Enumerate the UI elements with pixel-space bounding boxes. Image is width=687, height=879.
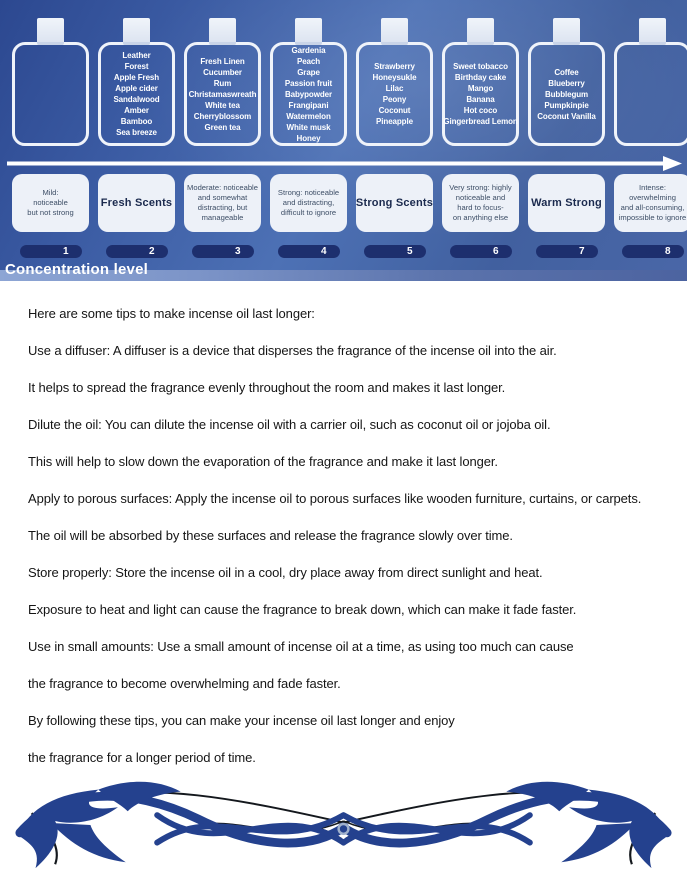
- level-card-line: Very strong: highly: [449, 183, 512, 192]
- incense-bottle: [98, 18, 175, 146]
- tip-text-line: Store properly: Store the incense oil in a cool, dry place away from direct sunlight and heat.: [28, 565, 543, 580]
- level-card: [184, 174, 261, 232]
- scent-label: Christamaswreath: [188, 89, 257, 99]
- scent-label: White musk: [286, 122, 331, 132]
- level-card-line: overwhelming: [629, 193, 676, 202]
- level-card-line: and all-consuming,: [620, 203, 685, 212]
- bottle-cap: [553, 18, 580, 45]
- tip-text-line: Apply to porous surfaces: Apply the incense oil to porous surfaces like wooden furniture, curtains, or carpets.: [28, 491, 642, 506]
- tip-text-line: Exposure to heat and light can cause the fragrance to break down, which can make it fade faster.: [28, 602, 577, 617]
- scent-label: Banana: [466, 95, 495, 104]
- scent-label: Coffee: [554, 67, 579, 77]
- pill-cell: [98, 245, 175, 258]
- tip-text-line: Here are some tips to make incense oil last longer:: [28, 306, 315, 321]
- pill-cell: [184, 245, 261, 258]
- pill-cell: [442, 245, 519, 258]
- level-card: [356, 174, 433, 232]
- pill-cell: [270, 245, 347, 258]
- bottle-cap: [381, 18, 408, 45]
- scent-label: Peach: [296, 56, 321, 66]
- bottle-cap: [467, 18, 494, 45]
- level-number-pill: 8: [622, 245, 684, 258]
- scent-label: Sea breeze: [116, 128, 157, 137]
- level-number-pill: 5: [364, 245, 426, 258]
- scent-label: Strawberry: [374, 62, 415, 71]
- tribal-divider-graphic: [8, 772, 679, 874]
- level-card-line: distracting, but: [197, 203, 248, 212]
- level-card-line: impossible to ignore: [618, 213, 687, 222]
- level-card-line: Strong: noticeable: [277, 188, 340, 197]
- scent-label: Peony: [382, 95, 407, 104]
- scent-label: Frangipani: [288, 100, 329, 110]
- pill-cell: [12, 245, 89, 258]
- bottle-body: [356, 42, 433, 146]
- incense-bottle: [356, 18, 433, 146]
- scent-label: Passion fruit: [284, 78, 333, 88]
- pill-cell: [356, 245, 433, 258]
- scent-label: Cherryblossom: [193, 111, 252, 121]
- scent-label: Babypowder: [284, 89, 332, 99]
- pill-cell: [614, 245, 687, 258]
- level-card-line: Fresh Scents: [100, 196, 173, 209]
- scent-label: Hot coco: [463, 106, 498, 115]
- tip-text-line: Use a diffuser: A diffuser is a device that disperses the fragrance of the incense oil into the air.: [28, 343, 557, 358]
- scent-label: Sweet tobacco: [453, 62, 508, 71]
- level-card: [442, 174, 519, 232]
- level-card-line: Warm Strong: [531, 196, 602, 209]
- incense-bottle: [270, 18, 347, 146]
- tip-text-line: the fragrance for a longer period of time.: [28, 750, 256, 765]
- tip-text-line: It helps to spread the fragrance evenly throughout the room and makes it last longer.: [28, 380, 506, 395]
- scent-label: Amber: [124, 106, 149, 115]
- bottle-body: [12, 42, 89, 146]
- level-card-line: Mild:: [42, 188, 59, 197]
- tip-text-line: By following these tips, you can make your incense oil last longer and enjoy: [28, 713, 455, 728]
- tip-text-line: Use in small amounts: Use a small amount of incense oil at a time, as using too much can cause: [28, 639, 574, 654]
- level-card-line: noticeable and: [455, 193, 506, 202]
- scent-label: Honey: [296, 133, 321, 143]
- bottle-cap: [639, 18, 666, 45]
- incense-bottle: [614, 18, 687, 146]
- bottle-body: [270, 42, 347, 146]
- bottle-body: [442, 42, 519, 146]
- level-card-line: Moderate: noticeable: [187, 183, 258, 192]
- level-cards-row: [0, 174, 687, 232]
- tip-text-line: Dilute the oil: You can dilute the incense oil with a carrier oil, such as coconut oil or jojoba oil.: [28, 417, 551, 432]
- scent-label: Apple Fresh: [113, 73, 160, 82]
- level-card-line: on anything else: [452, 213, 509, 222]
- scent-label: Rum: [213, 78, 232, 88]
- level-card-line: but not strong: [27, 208, 74, 217]
- level-card-line: Strong Scents: [355, 196, 434, 209]
- level-pills-row: [0, 245, 687, 258]
- bottle-body: [184, 42, 261, 146]
- scent-label: Bamboo: [120, 117, 153, 126]
- scent-label: Coconut: [378, 106, 411, 115]
- level-card-line: manageable: [201, 213, 244, 222]
- scent-label: Forest: [124, 62, 149, 71]
- level-number-pill: 2: [106, 245, 168, 258]
- scent-label: Fresh Linen: [200, 56, 245, 66]
- scent-label: Watermelon: [286, 111, 331, 121]
- scent-label: Sandalwood: [113, 95, 160, 104]
- level-card: [270, 174, 347, 232]
- level-card: [12, 174, 89, 232]
- concentration-level-label: Concentration level: [5, 261, 148, 278]
- incense-bottle: [12, 18, 89, 146]
- bottle-cap: [123, 18, 150, 45]
- scent-label: Coconut Vanilla: [537, 111, 596, 121]
- level-number-pill: 4: [278, 245, 340, 258]
- scent-label: Pineapple: [376, 117, 413, 126]
- tip-text-line: This will help to slow down the evaporation of the fragrance and make it last longer.: [28, 454, 498, 469]
- pill-cell: [528, 245, 605, 258]
- level-card-line: difficult to ignore: [280, 208, 337, 217]
- scent-label: Green tea: [204, 122, 241, 132]
- scent-label: Grape: [297, 67, 320, 77]
- level-number-pill: 6: [450, 245, 512, 258]
- bottle-body: [98, 42, 175, 146]
- bottle-cap: [209, 18, 236, 45]
- scent-chart-header: [0, 0, 687, 281]
- level-number-pill: 3: [192, 245, 254, 258]
- scent-label: Lilac: [385, 84, 404, 93]
- level-number-pill: 1: [20, 245, 82, 258]
- scent-label: Honeysukle: [372, 73, 417, 82]
- level-card: [528, 174, 605, 232]
- incense-bottle: [442, 18, 519, 146]
- incense-bottle: [184, 18, 261, 146]
- scent-label: Gingerbread Lemon: [443, 117, 518, 126]
- level-number-pill: 7: [536, 245, 598, 258]
- scent-label: Leather: [122, 51, 151, 60]
- bottle-body: [614, 42, 687, 146]
- tips-text-section: [0, 281, 687, 766]
- scent-label: Cucumber: [203, 67, 242, 77]
- bottles-row: [0, 0, 687, 146]
- level-card-line: Intense:: [638, 183, 667, 192]
- tip-text-line: The oil will be absorbed by these surfaces and release the fragrance slowly over time.: [28, 528, 513, 543]
- bottle-body: [528, 42, 605, 146]
- scent-label: Blueberry: [548, 78, 585, 88]
- scent-label: Apple cider: [115, 84, 158, 93]
- level-card-line: noticeable: [33, 198, 68, 207]
- scent-label: Pumpkinpie: [544, 100, 589, 110]
- level-card-line: and somewhat: [197, 193, 248, 202]
- bottle-cap: [37, 18, 64, 45]
- scent-label: Birthday cake: [454, 73, 507, 82]
- bottle-cap: [295, 18, 322, 45]
- scent-label: Mango: [467, 84, 494, 93]
- scent-label: White tea: [205, 100, 240, 110]
- scent-label: Bubblegum: [544, 89, 589, 99]
- arrow-right-icon: [5, 155, 683, 172]
- level-card: [614, 174, 687, 232]
- incense-bottle: [528, 18, 605, 146]
- level-card-line: and distracting,: [282, 198, 335, 207]
- tip-text-line: the fragrance to become overwhelming and fade faster.: [28, 676, 341, 691]
- scent-label: Gardenia: [291, 45, 326, 55]
- level-card-line: hard to focus-: [457, 203, 504, 212]
- level-card: [98, 174, 175, 232]
